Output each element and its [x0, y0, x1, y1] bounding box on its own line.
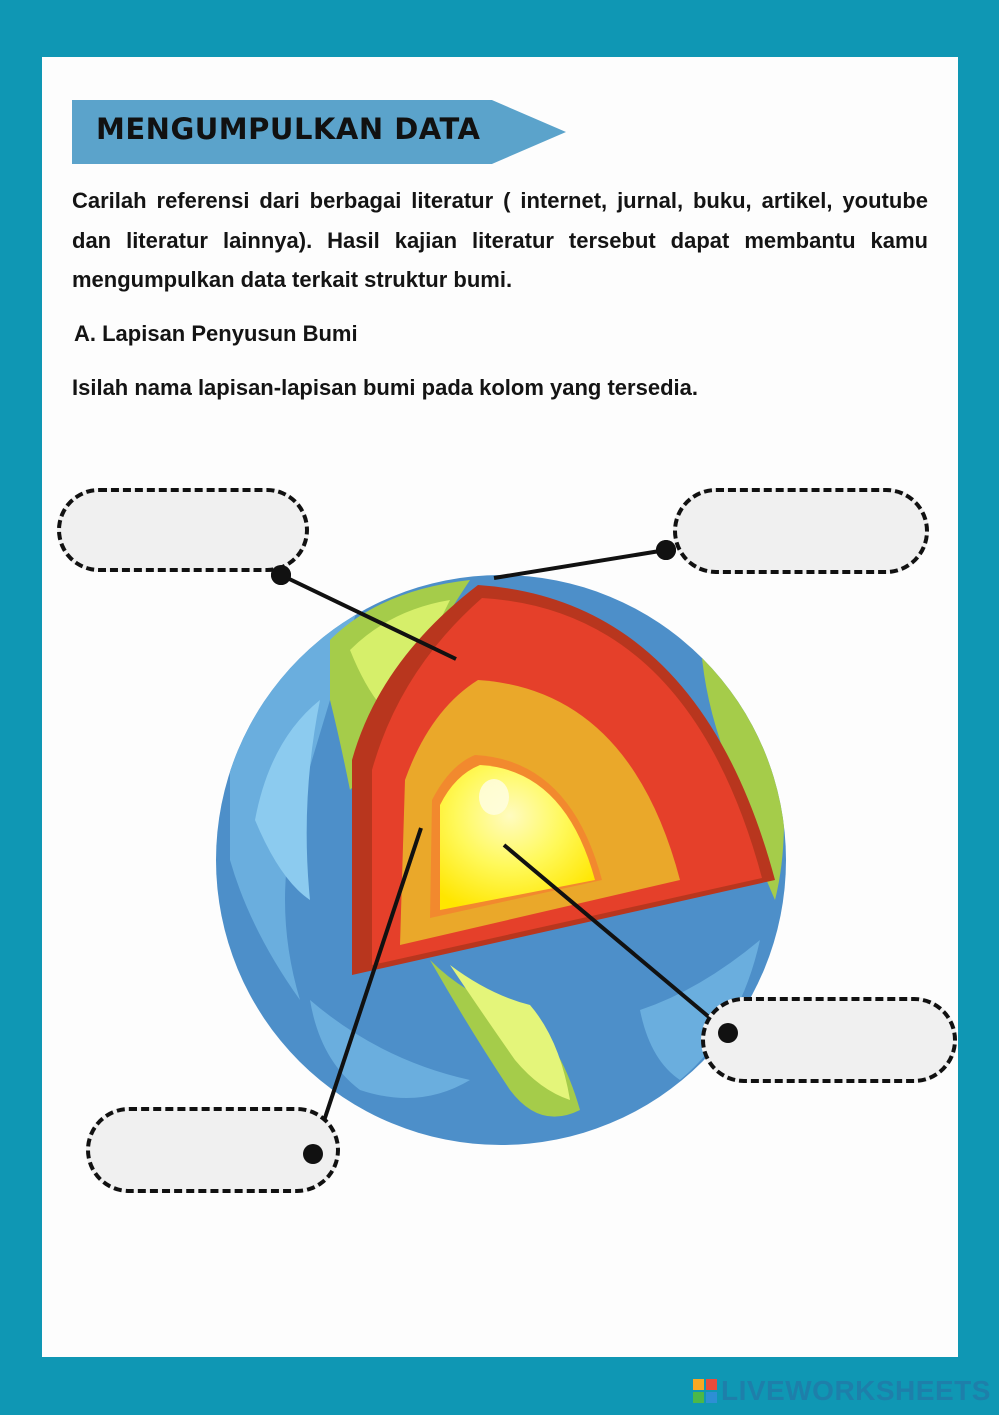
- footer-brand: LIVEWORKSHEETS: [721, 1375, 991, 1406]
- section-heading: A. Lapisan Penyusun Bumi: [74, 321, 358, 346]
- answer-input-bottom-right[interactable]: [701, 997, 957, 1083]
- dot-top-right: [656, 540, 676, 560]
- instruction-text: Isilah nama lapisan-lapisan bumi pada kolom yang tersedia.: [72, 375, 698, 400]
- answer-input-bottom-left[interactable]: [86, 1107, 340, 1193]
- intro-paragraph: Carilah referensi dari berbagai literatur ( internet, jurnal, buku, artikel, youtube dan literatur lainnya). Hasil kajian literatur tersebut dapat membantu kamu mengumpulkan data terkait struktur bumi.: [72, 188, 928, 292]
- page-title: MENGUMPULKAN DATA: [96, 112, 481, 146]
- answer-input-top-right[interactable]: [673, 488, 929, 574]
- liveworksheets-logo[interactable]: [693, 1374, 991, 1408]
- leader-line-top-right: [494, 550, 666, 578]
- answer-input-top-left[interactable]: [57, 488, 309, 572]
- logo-blocks-icon: [693, 1379, 717, 1403]
